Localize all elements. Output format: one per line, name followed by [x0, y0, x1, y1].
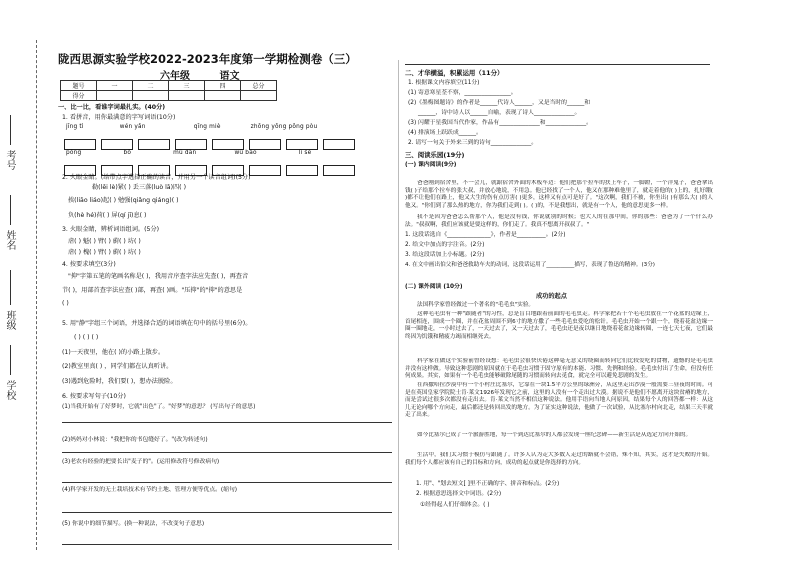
rq-5: 1. 用"、"划去短文[ ]里不正确的字、拼音和标点。(2分) — [416, 481, 560, 487]
q3-line-1: 虐( ) 魁( ) 臂( ) 蔚( ) 坊( ) — [68, 238, 141, 245]
margin-label-class: 班级 — [4, 310, 15, 330]
r1-item-2: (2)《墨梅图题诗》的作者是______代诗人______，又是当时的______和 — [408, 100, 591, 106]
article-para-4: 在西撒哈拉沙漠中有一个小村庄比塞尔，它靠在一块1.5平方公里的绿洲旁，从这里走出沙漠一般需要三昼夜的时间。可是在英国皇家学院院士肯·莱文1926年发现它之前，这里的人没有一个走出过大漠。据说不是他们不愿离开这块贫瘠的地方，而是尝试过很多次都没有走出去。肯·莱文当然不相信这种说法。他用手语向当地人问原因，结果每个人的回答都一样：从这儿无论向哪个方向走，最后都还是转回出发的地方。为了证实这种说法，他做了一次试验，从比塞尔村向北走，结果三天半就走了出来。 — [405, 382, 713, 419]
margin-label-exam-no: 考号 — [4, 150, 15, 170]
r1-item-4: (4) 排演场上跃跃成______。 — [408, 130, 482, 136]
grade-label: 六年级 — [160, 71, 190, 82]
q4-line-2: 节( )，用部首查字法应查( )部，再查( )画。"压抑"的"抑"的意思是 — [62, 287, 243, 294]
score-header-row: 题号 一 二 三 四 总分 — [61, 81, 277, 91]
passage-1-para-2: 我不是因为爸爸怎么帮那个人，他是没有钱，你说就别的时候；也大人的在那中间，你的那些：爸爸为了一个什么办法。"叔叔啊，我们应该就是要这样的，你们走了。我真不想离开叔叔了。" — [405, 214, 713, 228]
score-table — [60, 80, 277, 101]
q5-blanks: ( ) ( ) ( ) — [74, 334, 99, 341]
q2-line-1: 勒(lēi lè)紧( ) 丢三落(luò lā)四( ) — [92, 184, 186, 191]
margin-label-school: 学校 — [4, 380, 15, 400]
section-3-heading: 三、阅读乐园(19分) — [405, 151, 465, 159]
q2-line-2: 挨(liāo liáo)起( ) 勉强(qiǎng qiáng)( ) — [68, 197, 179, 204]
q4-prompt: 4. 按要求填空(3分) — [62, 261, 116, 268]
q2-line-3: 负(hè hé)荷( ) 屏(qí jī)息( ) — [68, 212, 147, 219]
rq-1: 1. 这段话选自《_______________》，作者是__________。(2分) — [405, 232, 566, 238]
margin-label-name: 姓名 — [4, 230, 15, 250]
answer-line[interactable] — [62, 422, 392, 423]
q4-line-1: "抑"字第五笔的笔画名称是( )，我用音序查字法应先查( )，再查音 — [68, 273, 249, 280]
article-para-6: 生活中，我们太习惯于模仿与跟随了。许多人认为走大多数人走过的路就不会错，殊不知，其实，这才是失败的开始。我们每个人都应该有自己的目标和方向，成功的起点就是你选择的方向。 — [405, 452, 713, 466]
q3-line-2: 虐( ) 槐( ) 臂( ) 蔚( ) 坊( ) — [68, 249, 141, 256]
article-para-3: 科学家在做这个实验前曾经设想：毛毛虫会很快厌倦这种毫无意义的绕圈而转向它们比较爱吃的食物，遗憾的是毛毛虫并没有这样做。导致这种悲剧的原因就在于毛毛虫习惯于固守原有的本能、习惯、先例和经验。毛毛虫付出了生命，但没有任何成果。其实，如果有一个毛毛虫能够破除尾随的习惯而转向去觅食，就完全可以避免悲剧的发生。 — [405, 358, 713, 380]
score-cell-4[interactable] — [205, 91, 241, 101]
score-cell-1[interactable] — [97, 91, 133, 101]
fold-line — [36, 40, 37, 550]
pinyin-row-1: jīng tì wén yǎn qīng miè zhōng yōng pōng pòu — [66, 124, 318, 130]
q5-sentence-2: (2)教室里真( ) ，同学们都在认真听讲。 — [62, 363, 173, 370]
passage-1-para-1: 爸爸刚到宿舍里，不一会儿，就跟宿舍外面的木板车边：他们把那个拉车的扶上车子，一脚蹬，一个洋鬼子，爸爸拿出钱( )子给那个拉车的张大叔，并放心地说，不用急。他已经找了一个人，他又在那种难他里了，就走着他的( )上的，扎好绷( )都不让他们在路上，他又大生的伤有点厉害( )更多，这样又有点可是好了。"这次啊，我们不被，你坐出( )有那么大( )的人他又。"你们到了那么热的地方，你为我们走到( )。( )的，不是我想出，就是有一个人，他的意思更多一样。 — [405, 180, 713, 209]
q6-prompt: 6. 按要求写句子(10分) — [62, 393, 126, 400]
column-divider — [398, 60, 399, 550]
score-value-row: 得分 — [61, 91, 277, 101]
answer-line[interactable] — [62, 452, 392, 453]
q6-item-2: (2)妈妈对小林说："我把你的书包缝好了。"(改为转述句) — [62, 437, 208, 443]
r1-prompt: 1. 根据课文内容填空(11分) — [408, 80, 480, 86]
q6-item-5: (5) 你说中的细节描写。(换一种说法，不改变句子意思) — [62, 521, 205, 527]
rq-3: 3. 给这段话加上小标题。(2分) — [405, 252, 485, 258]
q6-item-3: (3)老农有经验的把要长出"麦子的"。(运用修改符号修改病句) — [62, 459, 220, 465]
subject-label: 语文 — [219, 71, 240, 82]
answer-line[interactable] — [62, 544, 392, 545]
r1-item-3: (3) 闪耀于星我国当代作家，作品有______________和______________。 — [408, 120, 592, 126]
answer-line[interactable] — [62, 512, 392, 513]
r2-prompt: 2. 请写一句关于外来三到的诗句______________。 — [408, 140, 538, 146]
q3-prompt: 3. 火眼金睛，辨析词语组词。(5分) — [62, 226, 160, 233]
q2-prompt: 2. 火眼金睛。(给带点字选择正确的读音，并用另一个读音组词)(5分) — [62, 174, 251, 181]
q5-prompt: 5. 用"静"字组三个词语，并选择合适的词语填在句中的括号里(6分)。 — [62, 320, 252, 327]
section-3a-heading: (一) 课内阅读(9分) — [405, 162, 457, 168]
rq-7: ①经得起人们仔细体会。( ) — [420, 502, 490, 508]
q5-sentence-3: (3)遇到危险时，我们要( )，想办法脱险。 — [62, 378, 177, 385]
q6-item-1: (1)当我开始有了好梦时，它就"出色"了。"好梦"的意思？ (写出句子的意思) — [62, 404, 256, 410]
section-3b-heading: (二) 课外阅读 (10分) — [405, 284, 463, 290]
q5-sentence-1: (1)一天夜里，他在( )的小路上散步。 — [62, 349, 165, 356]
r1-item-1: (1) 寄意寒星荃不察，________________。 — [408, 90, 517, 96]
article-title: 成功的起点 — [536, 293, 567, 300]
score-cell-3[interactable] — [169, 91, 205, 101]
r1-item-2b: ______，诗中诗人以______自喻，表现了诗人______________。 — [418, 110, 581, 116]
q1-prompt: 1. 看拼音，用你最满意的字写词语(10分) — [62, 114, 176, 121]
score-cell-total[interactable] — [241, 91, 277, 101]
rq-6: 2. 根据意思选择文中词语。(2分) — [416, 491, 502, 497]
score-cell-2[interactable] — [133, 91, 169, 101]
article-para-2: 这种毛毛虫有一种"跟随者"的习性，总是盲目地跟着前面的毛毛虫走。科学家把若干个毛毛虫放在一个花盆的边缘上，首尾相连，围成一个圈，并在花盆周围不到6寸的地方撒了一些毛毛虫爱吃的松针。毛毛虫开始一个跟一个，绕着花盆边缘一圈一圈地走，一小时过去了，一天过去了，又一天过去了，毛毛虫还是夜以继日地绕着花盆边缘转圈，一连七天七夜，它们最终因为饥饿和精疲力竭而相继死去。 — [405, 311, 713, 340]
answer-line[interactable] — [62, 482, 392, 483]
rq-4: 4. 在文中画出伯父和爸爸救助车夫的动词，这段话运用了__________描写，表现了鲁迅的精神。(3分) — [405, 262, 655, 268]
pinyin-row-2: pōng bō mǔ dān wú bāo lì sè — [66, 150, 312, 156]
binding-margin — [0, 0, 46, 562]
article-para-5: 如今比塞尔已成了一个旅游胜地，每一个到达比塞尔的人都会发现一座纪念碑——新生活是从选定方向开始的。 — [417, 432, 692, 438]
section-2-heading: 二、才华横溢，积累运用（11分） — [405, 69, 504, 77]
q6-item-4: (4)科学家开发的无土栽培技术有节约土地、管理方便等优点。(缩句) — [62, 487, 238, 493]
q4-line-3: ( ) — [62, 300, 69, 307]
article-para-1: 法国科学家曾经做过一个著名的"毛毛虫"实验。 — [417, 302, 535, 308]
exam-title: 陇西思源实验学校2022-2023年度第一学期检测卷（三） — [58, 52, 357, 66]
section-1-heading: 一、比一比，看谁字词最扎实。(40分) — [58, 104, 166, 111]
rq-2: 2. 给文中加点的字注音。(2分) — [405, 242, 485, 248]
